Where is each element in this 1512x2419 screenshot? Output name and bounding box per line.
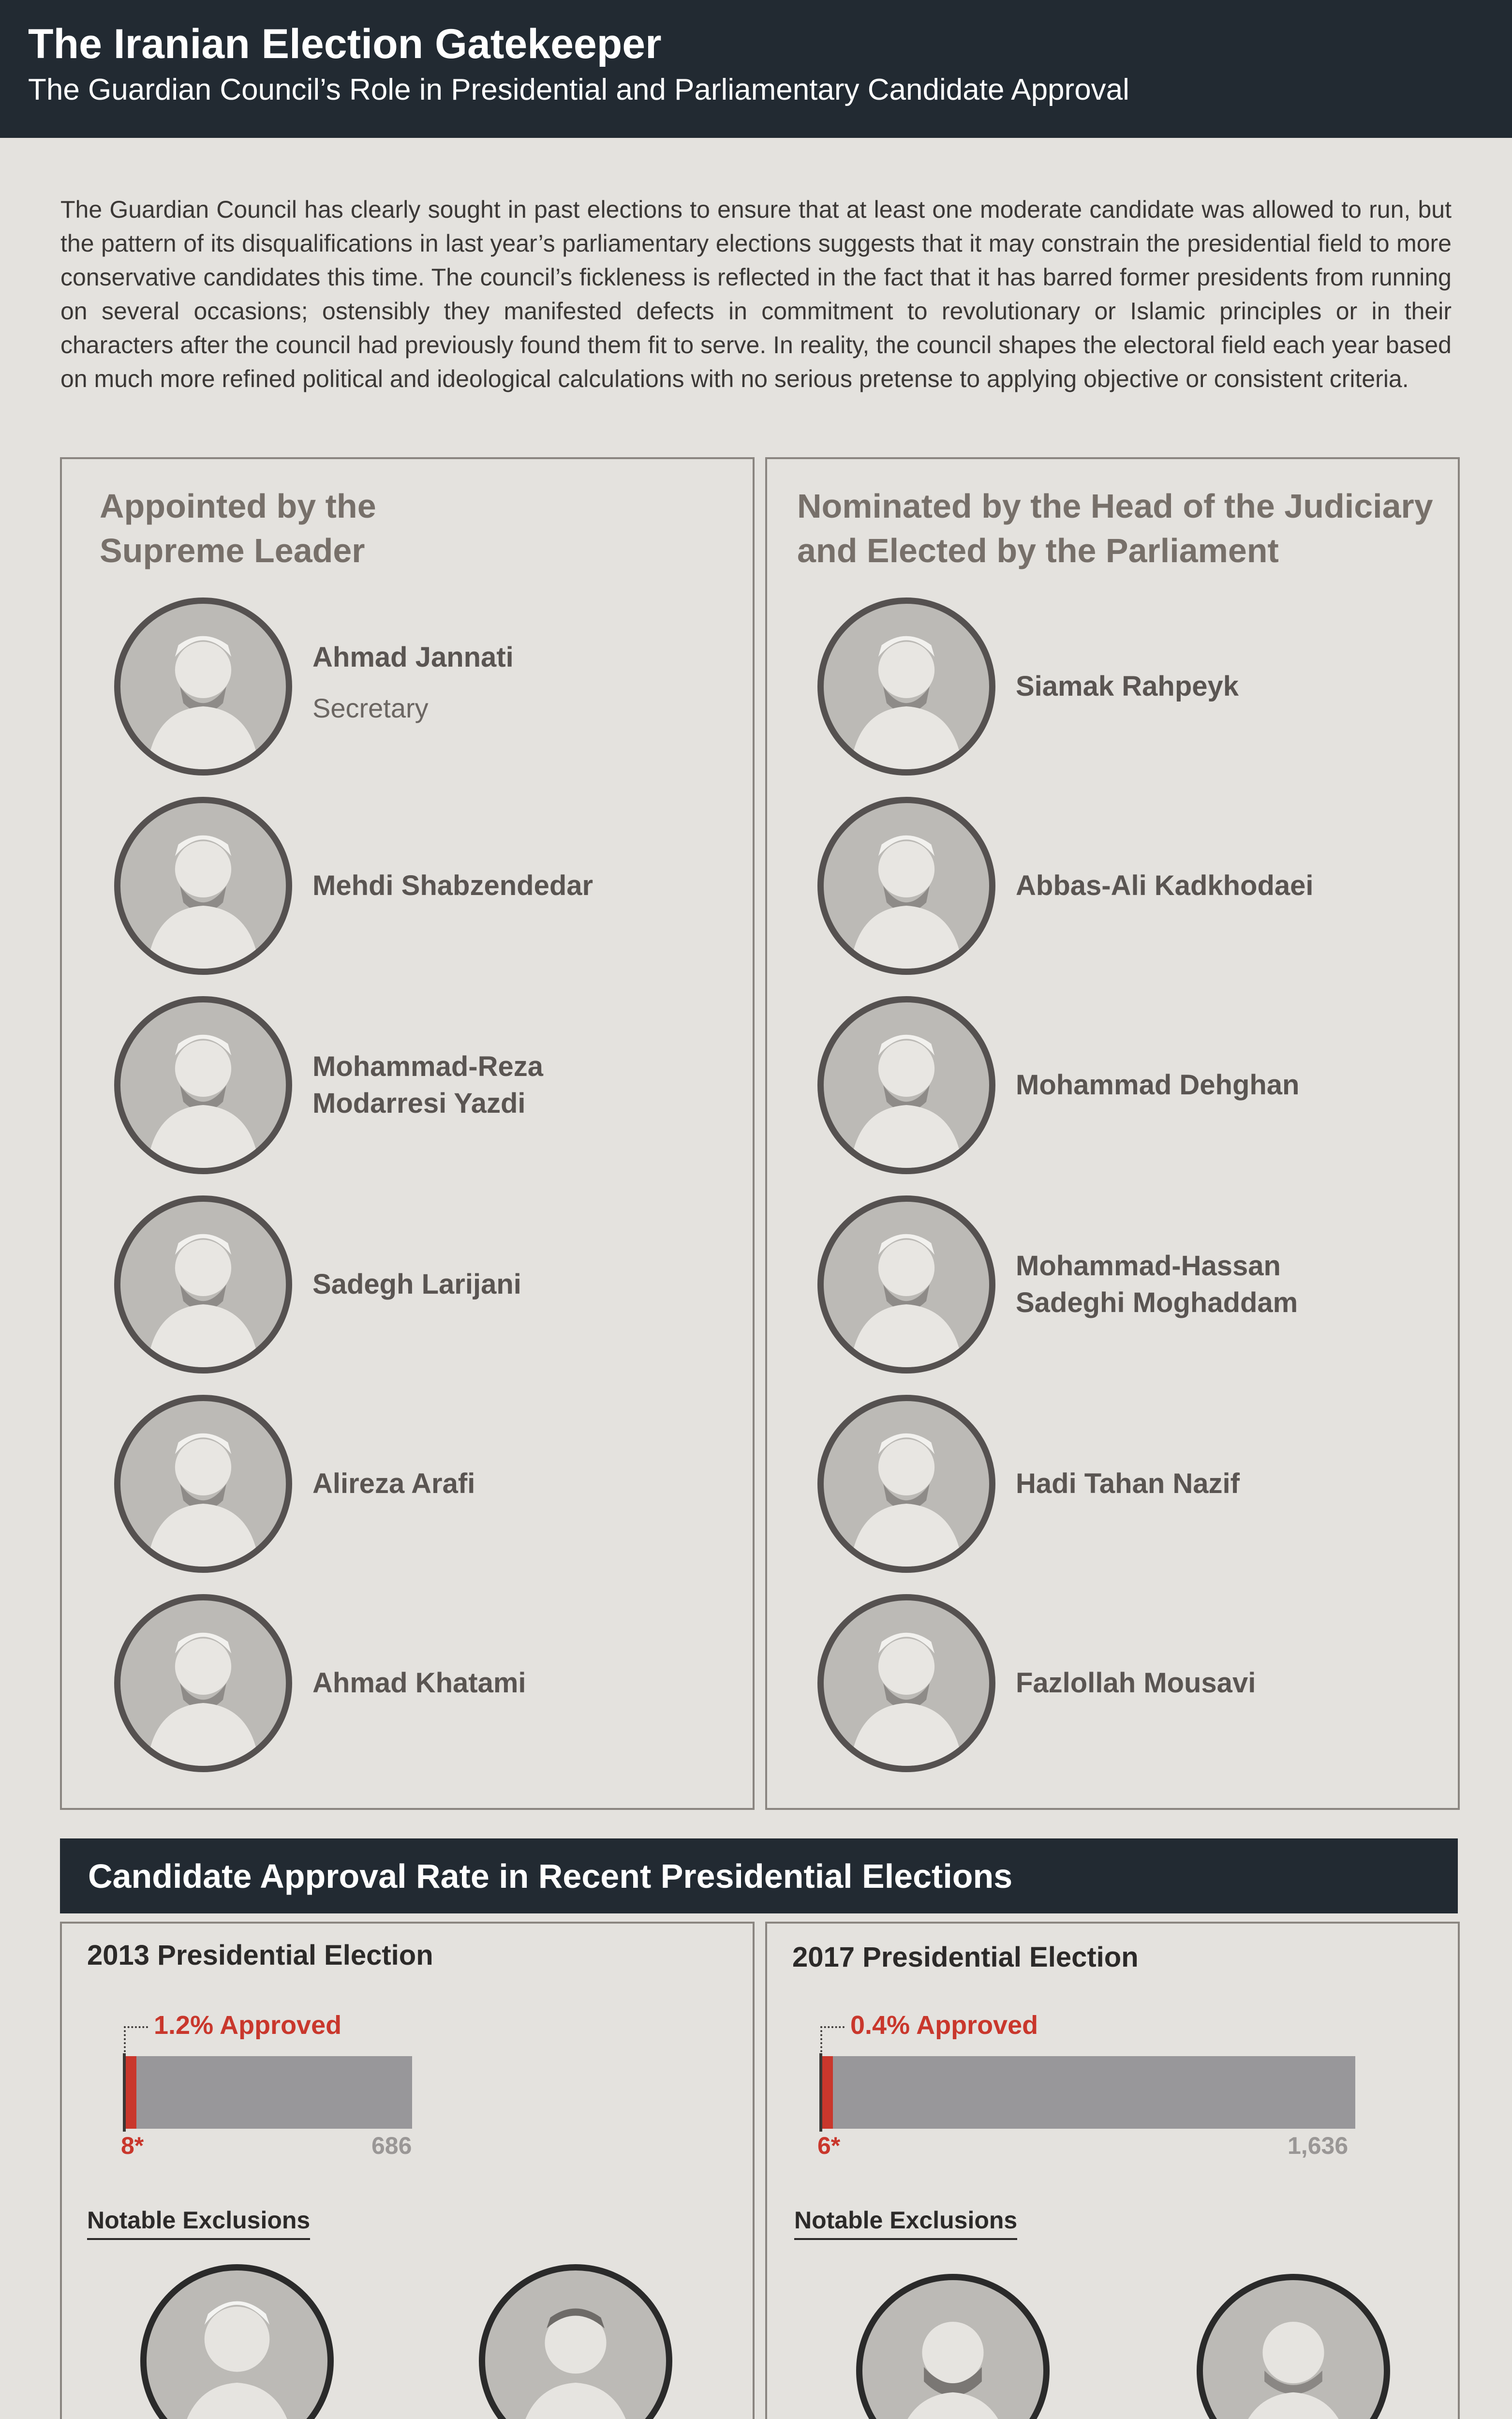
baseline-1 (819, 2053, 822, 2132)
appointed-title: Appointed by the Supreme Leader (100, 487, 376, 569)
nominated-member-portrait-3 (817, 1195, 995, 1374)
appointed-member-portrait-2 (114, 996, 292, 1174)
appointed-member-portrait-5 (114, 1594, 292, 1772)
registered-bar-1 (822, 2056, 1355, 2129)
page-subtitle: The Guardian Council’s Role in Presidential and Parliamentary Candidate Approval (28, 73, 1129, 106)
appointed-member-name-2: Mohammad-Reza Modarresi Yazdi (312, 1051, 543, 1119)
appointed-member-role-0: Secretary (312, 693, 429, 723)
nominated-title: Nominated by the Head of the Judiciary and Elected by the Parliament (797, 487, 1433, 569)
appointed-member-name-4: Alireza Arafi (312, 1468, 475, 1499)
registered-count-1: 1,636 (1288, 2132, 1349, 2159)
rate-leader-0 (124, 2026, 148, 2056)
appointed-member-portrait-0 (114, 597, 292, 776)
approved-bar-0 (126, 2056, 136, 2129)
baseline-0 (123, 2053, 126, 2132)
nominated-member-portrait-0 (817, 597, 995, 776)
chart-title-2017: 2017 Presidential Election (792, 1941, 1139, 1973)
registered-count-0: 686 (371, 2132, 412, 2159)
appointed-member-name-3: Sadegh Larijani (312, 1269, 521, 1300)
notable-exclusions-2013: Notable Exclusions (87, 2206, 310, 2240)
chart-title-2013: 2013 Presidential Election (87, 1940, 433, 1971)
nominated-member-portrait-4 (817, 1395, 995, 1573)
appointed-member-portrait-4 (114, 1395, 292, 1573)
rate-label-1: 0.4% Approved (850, 2011, 1038, 2040)
appointed-member-name-5: Ahmad Khatami (312, 1667, 526, 1699)
intro-paragraph: The Guardian Council has clearly sought in past elections to ensure that at least one moderate candidate was allowed to run, but the pattern of its disqualifications in last year’s parliamentary elections suggests that it may constrain the presidential field to more conservative candidates this time. The council’s fickleness is reflected in the fact that it has barred former presidents from running on several occasions; ostensibly they manifested defects in commitment to revolutionary or Islamic principles or in their characters after the council had previously found them fit to serve. In reality, the council shapes the electoral field each year based on much more refined political and ideological calculations with no serious pretense to applying objective or consistent criteria. (60, 196, 1452, 392)
approved-count-1: 6* (817, 2132, 841, 2159)
nominated-member-name-2: Mohammad Dehghan (1016, 1069, 1300, 1101)
nominated-member-name-5: Fazlollah Mousavi (1016, 1667, 1256, 1699)
page-title: The Iranian Election Gatekeeper (28, 21, 662, 67)
appointed-member-portrait-3 (114, 1195, 292, 1374)
appointed-member-portrait-1 (114, 797, 292, 975)
nominated-member-portrait-2 (817, 996, 995, 1174)
nominated-member-portrait-1 (817, 797, 995, 975)
approved-count-0: 8* (121, 2132, 144, 2159)
rate-leader-1 (820, 2026, 845, 2056)
approved-bar-1 (822, 2056, 833, 2129)
nominated-member-name-3: Mohammad-Hassan Sadeghi Moghaddam (1016, 1250, 1298, 1318)
appointed-member-name-0: Ahmad Jannati (312, 642, 514, 673)
appointed-member-name-1: Mehdi Shabzendedar (312, 870, 593, 901)
nominated-member-name-0: Siamak Rahpeyk (1016, 671, 1239, 702)
nominated-member-name-1: Abbas-Ali Kadkhodaei (1016, 870, 1314, 901)
registered-bar-0 (126, 2056, 412, 2129)
nominated-member-name-4: Hadi Tahan Nazif (1016, 1468, 1240, 1499)
header-bar (0, 0, 1512, 138)
nominated-member-portrait-5 (817, 1594, 995, 1772)
notable-exclusions-2017: Notable Exclusions (794, 2206, 1017, 2240)
presidential-banner-text: Candidate Approval Rate in Recent Presidential Elections (88, 1857, 1013, 1895)
rate-label-0: 1.2% Approved (154, 2011, 342, 2040)
presidential-banner (60, 1838, 1458, 1913)
